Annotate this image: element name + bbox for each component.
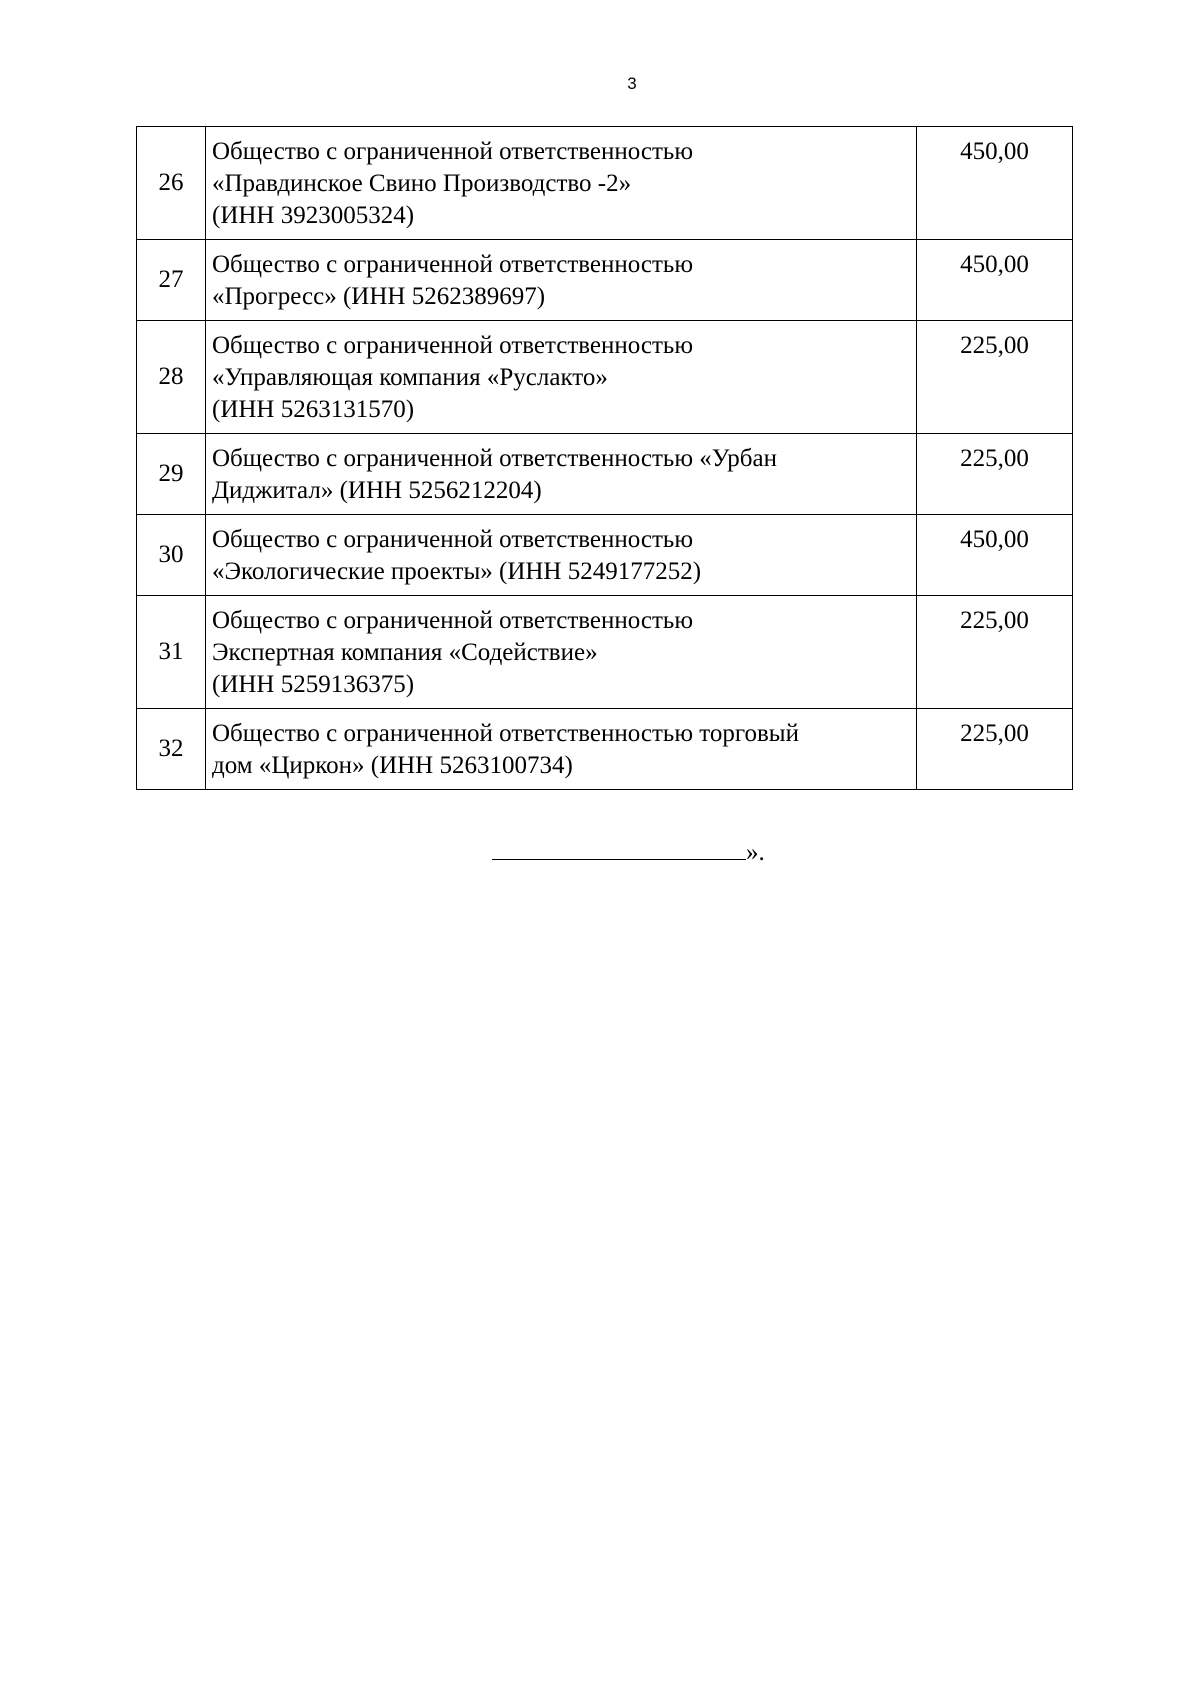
organization-name-line: (ИНН 5259136375)	[212, 671, 415, 698]
organization-name	[206, 596, 917, 709]
organization-name-line: «Экологические проекты» (ИНН 5249177252)	[212, 558, 702, 585]
organization-name-line: Общество с ограниченной ответственностью	[212, 526, 693, 553]
organization-name	[206, 240, 917, 321]
amount: 225,00	[917, 434, 1073, 515]
organization-name-line: (ИНН 5263131570)	[212, 396, 415, 423]
amount: 450,00	[917, 240, 1073, 321]
organization-name-line: дом «Циркон» (ИНН 5263100734)	[212, 752, 573, 779]
organization-name-line: Общество с ограниченной ответственностью	[212, 607, 693, 634]
table-row	[137, 596, 1073, 709]
organization-name-line: «Управляющая компания «Руслакто»	[212, 364, 608, 391]
table-row	[137, 127, 1073, 240]
row-number: 28	[137, 321, 206, 434]
amount: 450,00	[917, 515, 1073, 596]
row-number: 26	[137, 127, 206, 240]
organization-name-line: Общество с ограниченной ответственностью торговый	[212, 720, 799, 747]
blank-underline	[492, 833, 746, 860]
amount: 225,00	[917, 596, 1073, 709]
row-number: 29	[137, 434, 206, 515]
organization-name	[206, 127, 917, 240]
row-number: 31	[137, 596, 206, 709]
row-number: 27	[137, 240, 206, 321]
amount: 450,00	[917, 127, 1073, 240]
row-number: 30	[137, 515, 206, 596]
organization-name-line: Общество с ограниченной ответственностью	[212, 251, 693, 278]
closing-line	[492, 833, 765, 869]
organization-name-line: Экспертная компания «Содействие»	[212, 639, 598, 666]
organization-name-line: «Прогресс» (ИНН 5262389697)	[212, 283, 546, 310]
row-number: 32	[137, 709, 206, 790]
table-row	[137, 434, 1073, 515]
amount: 225,00	[917, 321, 1073, 434]
organization-name-line: «Правдинское Свино Производство -2»	[212, 170, 632, 197]
organization-name	[206, 709, 917, 790]
organization-name	[206, 515, 917, 596]
organization-name-line: Общество с ограниченной ответственностью	[212, 332, 693, 359]
organization-name	[206, 321, 917, 434]
table-row	[137, 321, 1073, 434]
organization-name-line: (ИНН 3923005324)	[212, 202, 415, 229]
table-row	[137, 515, 1073, 596]
table-row	[137, 709, 1073, 790]
organization-name-line: Диджитал» (ИНН 5256212204)	[212, 477, 542, 504]
organizations-table	[136, 126, 1073, 790]
amount: 225,00	[917, 709, 1073, 790]
page-number: 3	[627, 74, 637, 93]
table-row	[137, 240, 1073, 321]
organization-name	[206, 434, 917, 515]
organization-name-line: Общество с ограниченной ответственностью «Урбан	[212, 445, 777, 472]
organization-name-line: Общество с ограниченной ответственностью	[212, 138, 693, 165]
closing-quote-mark: ».	[746, 839, 765, 866]
